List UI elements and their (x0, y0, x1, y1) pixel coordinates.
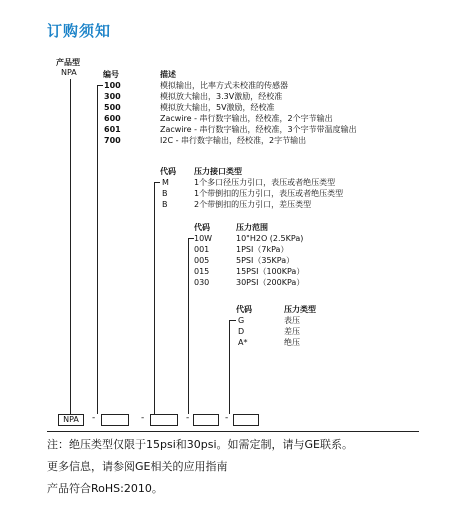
ptype-desc: 绝压 (284, 338, 300, 347)
range-desc: 15PSI（100KPa） (236, 267, 305, 276)
ptype-code: A* (238, 338, 248, 347)
range-desc: 10"H2O (2.5KPa) (236, 234, 304, 243)
order-dash: - (141, 413, 145, 423)
number-code: 600 (104, 114, 121, 123)
port-header-code: 代码 (160, 167, 176, 176)
range-header-desc: 压力范围 (236, 223, 268, 232)
ptype-header-desc: 压力类型 (284, 305, 316, 314)
number-desc: Zacwire - 串行数字输出，经校准，2个字节输出 (160, 114, 333, 123)
number-desc: Zacwire - 串行数字输出，经校准，3个字节带温度输出 (160, 125, 357, 134)
ptype-header-code: 代码 (236, 305, 252, 314)
note-line: 注：绝压类型仅限于15psi和30psi。如需定制，请与GE联系。 (47, 438, 354, 451)
connector-ptype (229, 320, 230, 414)
number-code: 700 (104, 136, 121, 145)
port-code-list (162, 177, 169, 210)
port-code: B (162, 200, 168, 209)
range-desc: 30PSI（200KPa） (236, 278, 305, 287)
divider (47, 431, 419, 432)
connector-product (70, 79, 71, 414)
range-header-code: 代码 (194, 223, 210, 232)
ptype-code: D (238, 327, 245, 336)
range-code: 015 (194, 267, 210, 276)
ptype-desc: 表压 (284, 316, 300, 325)
page-title: 订购须知 (47, 22, 112, 40)
order-box-product: NPA (58, 414, 84, 426)
port-desc: 2个带倒扣的压力引口，差压类型 (194, 200, 312, 209)
order-dash: - (186, 413, 190, 423)
ptype-code-list (238, 315, 247, 348)
ptype-desc-list (284, 315, 300, 348)
port-desc: 1个带倒扣的压力引口，表压或者绝压类型 (194, 189, 344, 198)
product-type-value: NPA (61, 68, 77, 77)
note-line: 产品符合RoHS:2010。 (47, 482, 163, 495)
range-desc-list (236, 233, 304, 288)
port-desc: 1个多口径压力引口，表压或者绝压类型 (194, 178, 336, 187)
number-code: 601 (104, 125, 121, 134)
note-line: 更多信息，请参阅GE相关的应用指南 (47, 460, 228, 473)
port-header-desc: 压力接口类型 (194, 167, 242, 176)
range-code: 001 (194, 245, 210, 254)
order-box-port (150, 414, 178, 426)
connector-port (154, 182, 155, 414)
order-box-range (193, 414, 219, 426)
range-code: 030 (194, 278, 210, 287)
port-desc-list (194, 177, 343, 210)
ptype-bracket-top (229, 320, 236, 321)
number-desc: 模拟放大输出，3.3V激励，经校准 (160, 92, 283, 101)
order-box-number (101, 414, 129, 426)
number-desc: I2C - 串行数字输出，经校准，2字节输出 (160, 136, 307, 145)
number-code: 300 (104, 92, 121, 101)
number-code-list (104, 80, 121, 146)
range-code: 10W (194, 234, 213, 243)
connector-number (97, 85, 98, 414)
port-code: B (162, 189, 168, 198)
product-type-label: 产品型 (56, 58, 80, 67)
number-desc: 模拟输出，比率方式未校准的传感器 (160, 81, 288, 90)
number-header-code: 编号 (103, 70, 119, 79)
number-desc-list (160, 80, 357, 146)
order-dash: - (92, 413, 96, 423)
number-header-desc: 描述 (160, 70, 176, 79)
range-code: 005 (194, 256, 210, 265)
range-desc: 1PSI（7kPa） (236, 245, 289, 254)
order-dash: - (225, 413, 229, 423)
number-code: 500 (104, 103, 121, 112)
connector-range (188, 238, 189, 414)
range-code-list (194, 233, 212, 288)
port-code: M (162, 178, 169, 187)
order-box-ptype (233, 414, 259, 426)
number-desc: 模拟放大输出，5V激励，经校准 (160, 103, 275, 112)
ptype-code: G (238, 316, 245, 325)
range-desc: 5PSI（35KPa） (236, 256, 295, 265)
ptype-desc: 差压 (284, 327, 300, 336)
number-code: 100 (104, 81, 121, 90)
